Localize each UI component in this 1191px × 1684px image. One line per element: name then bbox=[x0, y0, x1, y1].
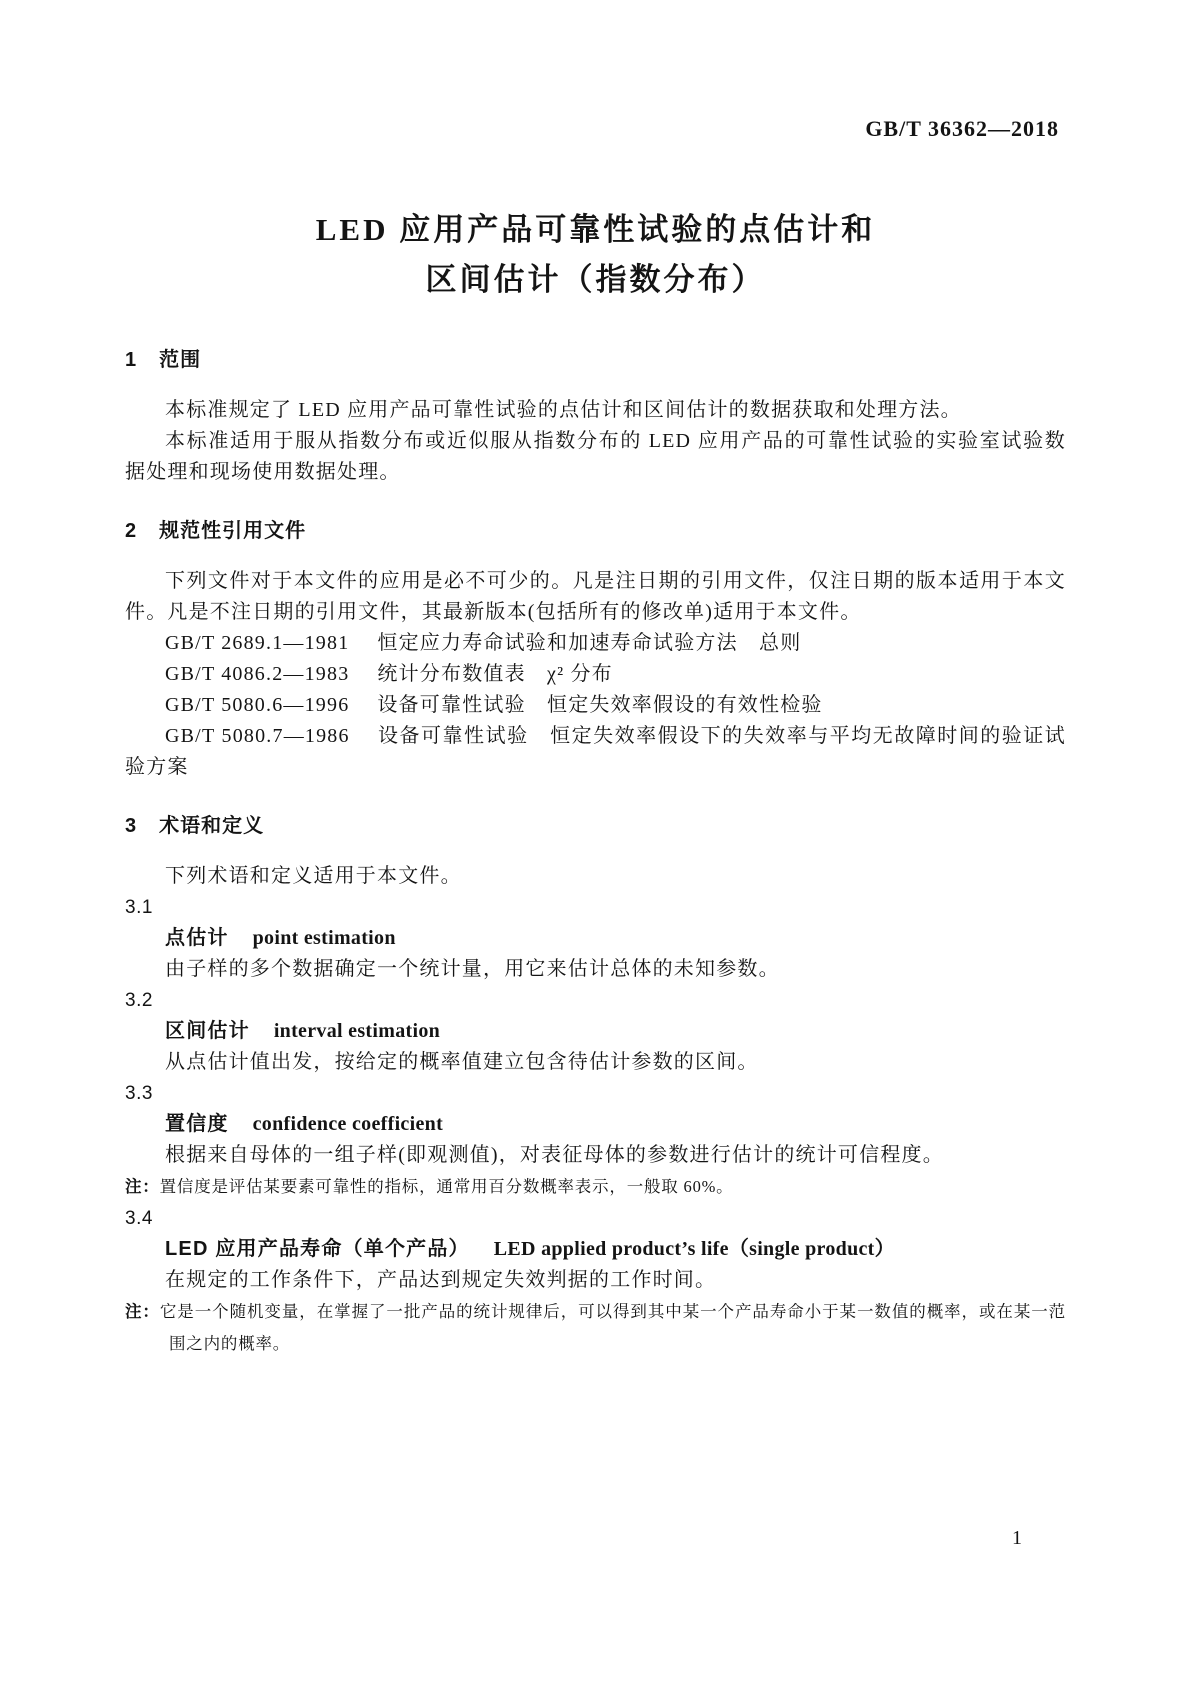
term-name-zh: LED 应用产品寿命（单个产品） bbox=[165, 1238, 470, 1260]
note-text: 置信度是评估某要素可靠性的指标，通常用百分数概率表示，一般取 60%。 bbox=[159, 1177, 734, 1196]
term-name-en: point estimation bbox=[252, 927, 396, 949]
reference-code: GB/T 5080.6—1996 bbox=[165, 694, 350, 716]
document-title-line1: LED 应用产品可靠性试验的点估计和 bbox=[315, 212, 876, 247]
term-3-1 bbox=[125, 892, 1066, 985]
term-definition: 在规定的工作条件下，产品达到规定失效判据的工作时间。 bbox=[165, 1269, 717, 1291]
term-name-en: confidence coefficient bbox=[252, 1113, 444, 1135]
term-name-en: LED applied product’s life（single product） bbox=[493, 1238, 895, 1260]
normative-reference bbox=[125, 659, 1066, 690]
term-definition: 根据来自母体的一组子样(即观测值)，对表征母体的参数进行估计的统计可信程度。 bbox=[165, 1144, 944, 1166]
term-name-zh: 置信度 bbox=[165, 1113, 229, 1135]
section-3-heading bbox=[125, 813, 1066, 839]
term-name-zh: 区间估计 bbox=[165, 1020, 250, 1042]
section-2-number: 2 bbox=[125, 520, 138, 542]
normative-reference bbox=[125, 628, 1066, 659]
note-label: 注： bbox=[125, 1178, 160, 1196]
section-3-intro: 下列术语和定义适用于本文件。 bbox=[165, 865, 462, 887]
document-title bbox=[0, 205, 1191, 305]
page-content bbox=[125, 347, 1066, 1359]
term-id: 3.2 bbox=[125, 990, 153, 1011]
reference-code: GB/T 4086.2—1983 bbox=[165, 663, 350, 685]
term-3-4 bbox=[125, 1203, 1066, 1359]
term-name-line bbox=[125, 923, 1066, 954]
section-3-title: 术语和定义 bbox=[159, 815, 265, 837]
term-3-2 bbox=[125, 985, 1066, 1078]
document-title-line2: 区间估计（指数分布） bbox=[425, 262, 766, 297]
term-id: 3.1 bbox=[125, 897, 153, 918]
normative-reference bbox=[125, 690, 1066, 721]
term-3-3 bbox=[125, 1078, 1066, 1203]
reference-code: GB/T 2689.1—1981 bbox=[165, 632, 350, 654]
term-note bbox=[125, 1296, 1066, 1359]
term-name-line bbox=[125, 1016, 1066, 1047]
section-1-paragraph-1: 本标准规定了 LED 应用产品可靠性试验的点估计和区间估计的数据获取和处理方法。 bbox=[165, 399, 962, 421]
reference-title: 设备可靠性试验 恒定失效率假设的有效性检验 bbox=[377, 694, 823, 716]
term-definition: 从点估计值出发，按给定的概率值建立包含待估计参数的区间。 bbox=[165, 1051, 759, 1073]
term-note bbox=[125, 1171, 1066, 1203]
section-2-heading bbox=[125, 518, 1066, 544]
section-1-title: 范围 bbox=[159, 349, 202, 371]
term-id: 3.3 bbox=[125, 1083, 153, 1104]
term-name-line bbox=[125, 1109, 1066, 1140]
section-2-intro: 下列文件对于本文件的应用是必不可少的。凡是注日期的引用文件，仅注日期的版本适用于本文件。凡是不注日期的引用文件，其最新版本(包括所有的修改单)适用于本文件。 bbox=[125, 570, 1066, 623]
reference-title: 恒定应力寿命试验和加速寿命试验方法 总则 bbox=[377, 632, 802, 654]
note-label: 注： bbox=[125, 1303, 160, 1321]
section-1-paragraph-2: 本标准适用于服从指数分布或近似服从指数分布的 LED 应用产品的可靠性试验的实验室试验数据处理和现场使用数据处理。 bbox=[125, 430, 1066, 483]
note-text: 它是一个随机变量，在掌握了一批产品的统计规律后，可以得到其中某一个产品寿命小于某一数值的概率，或在某一范围之内的概率。 bbox=[159, 1302, 1066, 1353]
page-number: 1 bbox=[1012, 1527, 1022, 1549]
standard-code: GB/T 36362—2018 bbox=[865, 116, 1059, 141]
term-id: 3.4 bbox=[125, 1208, 153, 1229]
term-name-line bbox=[125, 1234, 1066, 1265]
term-definition: 由子样的多个数据确定一个统计量，用它来估计总体的未知参数。 bbox=[165, 958, 780, 980]
normative-reference bbox=[125, 721, 1066, 783]
reference-code: GB/T 5080.7—1986 bbox=[165, 725, 350, 747]
section-1-heading bbox=[125, 347, 1066, 373]
section-1-number: 1 bbox=[125, 349, 138, 371]
section-3-number: 3 bbox=[125, 815, 138, 837]
term-name-en: interval estimation bbox=[273, 1020, 441, 1042]
reference-title: 设备可靠性试验 恒定失效率假设下的失效率与平均无故障时间的验证试验方案 bbox=[125, 725, 1066, 778]
section-2-title: 规范性引用文件 bbox=[159, 520, 307, 542]
reference-title: 统计分布数值表 χ² 分布 bbox=[377, 663, 613, 685]
term-name-zh: 点估计 bbox=[165, 927, 229, 949]
